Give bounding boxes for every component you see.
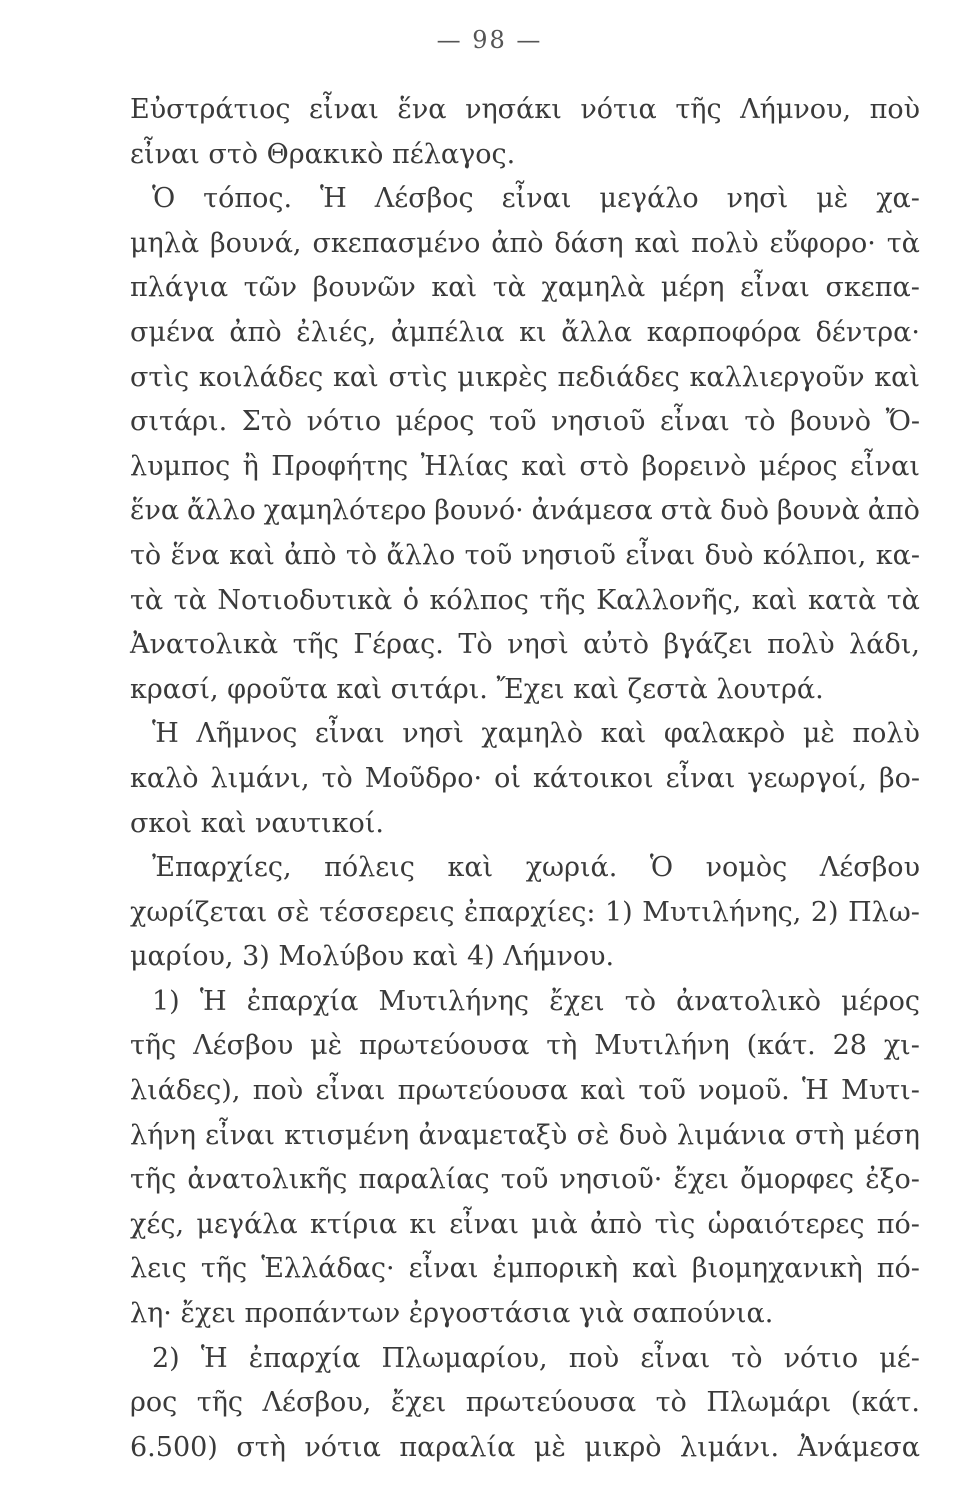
text-line: λυμπος ἢ Προφήτης Ἠλίας καὶ στὸ βορεινὸ μέρος εἶναι	[130, 450, 920, 482]
body-text	[130, 88, 920, 1470]
page-number: — 98 —	[436, 26, 543, 54]
text-line: 2) Ἡ ἐπαρχία Πλωμαρίου, ποὺ εἶναι τὸ νότιο μέ-	[152, 1342, 920, 1374]
text-line: σμένα ἀπὸ ἐλιές, ἀμπέλια κι ἄλλα καρποφόρα δέντρα·	[130, 316, 920, 348]
text-line: σιτάρι. Στὸ νότιο μέρος τοῦ νησιοῦ εἶναι τὸ βουνὸ Ὄ-	[130, 406, 920, 438]
text-line: στὶς κοιλάδες καὶ στὶς μικρὲς πεδιάδες καλλιεργοῦν καὶ	[130, 361, 920, 393]
text-line: τὸ ἕνα καὶ ἀπὸ τὸ ἄλλο τοῦ νησιοῦ εἶναι δυὸ κόλποι, κα-	[130, 539, 920, 571]
text-line: χωρίζεται σὲ τέσσερεις ἐπαρχίες: 1) Μυτιλήνης, 2) Πλω-	[130, 896, 920, 928]
text-line: Ἀνατολικὰ τῆς Γέρας. Τὸ νησὶ αὐτὸ βγάζει πολὺ λάδι,	[130, 629, 920, 661]
text-line: λήνη εἶναι κτισμένη ἀναμεταξὺ σὲ δυὸ λιμάνια στὴ μέση	[130, 1119, 920, 1151]
text-line: μηλὰ βουνά, σκεπασμένο ἀπὸ δάση καὶ πολὺ εὔφορο· τὰ	[130, 227, 920, 259]
text-line: Ἐπαρχίες, πόλεις καὶ χωριά. Ὁ νομὸς Λέσβου	[152, 852, 920, 884]
text-line: λιάδες), ποὺ εἶναι πρωτεύουσα καὶ τοῦ νομοῦ. Ἡ Μυτι-	[130, 1075, 920, 1107]
text-line: ρος τῆς Λέσβου, ἔχει πρωτεύουσα τὸ Πλωμάρι (κάτ.	[130, 1387, 920, 1419]
text-line: λη· ἔχει προπάντων ἐργοστάσια γιὰ σαπούνια.	[130, 1298, 774, 1330]
text-line: σκοὶ καὶ ναυτικοί.	[130, 807, 384, 839]
text-line: μαρίου, 3) Μολύβου καὶ 4) Λήμνου.	[130, 941, 615, 973]
text-line: Εὐστράτιος εἶναι ἕνα νησάκι νότια τῆς Λήμνου, ποὺ	[130, 94, 920, 125]
text-line: Ἡ Λῆμνος εἶναι νησὶ χαμηλὸ καὶ φαλακρὸ μὲ πολὺ	[152, 718, 920, 750]
text-line: καλὸ λιμάνι, τὸ Μοῦδρο· οἱ κάτοικοι εἶναι γεωργοί, βο-	[130, 762, 920, 794]
text-line: 1) Ἡ ἐπαρχία Μυτιλήνης ἔχει τὸ ἀνατολικὸ μέρος	[152, 985, 920, 1017]
text-line: κρασί, φροῦτα καὶ σιτάρι. Ἔχει καὶ ζεστὰ λουτρά.	[130, 673, 824, 705]
text-line: τὰ τὰ Νοτιοδυτικὰ ὁ κόλπος τῆς Καλλονῆς, καὶ κατὰ τὰ	[130, 584, 920, 616]
text-line: τῆς ἀνατολικῆς παραλίας τοῦ νησιοῦ· ἔχει ὄμορφες ἐξο-	[130, 1164, 920, 1196]
text-line: λεις τῆς Ἑλλάδας· εἶναι ἐμπορικὴ καὶ βιομηχανικὴ πό-	[130, 1253, 920, 1285]
text-line: χές, μεγάλα κτίρια κι εἶναι μιὰ ἀπὸ τὶς ὡραιότερες πό-	[130, 1208, 920, 1240]
text-line: εἶναι στὸ Θρακικὸ πέλαγος.	[130, 138, 516, 170]
text-line: Ὁ τόπος. Ἡ Λέσβος εἶναι μεγάλο νησὶ μὲ χα-	[152, 183, 920, 215]
text-line: τῆς Λέσβου μὲ πρωτεύουσα τὴ Μυτιλήνη (κάτ. 28 χι-	[130, 1030, 920, 1062]
text-line: πλάγια τῶν βουνῶν καὶ τὰ χαμηλὰ μέρη εἶναι σκεπα-	[130, 272, 920, 304]
text-line: 6.500) στὴ νότια παραλία μὲ μικρὸ λιμάνι. Ἀνάμεσα	[130, 1431, 920, 1463]
text-line: ἕνα ἄλλο χαμηλότερο βουνό· ἀνάμεσα στὰ δυὸ βουνὰ ἀπὸ	[130, 495, 920, 527]
